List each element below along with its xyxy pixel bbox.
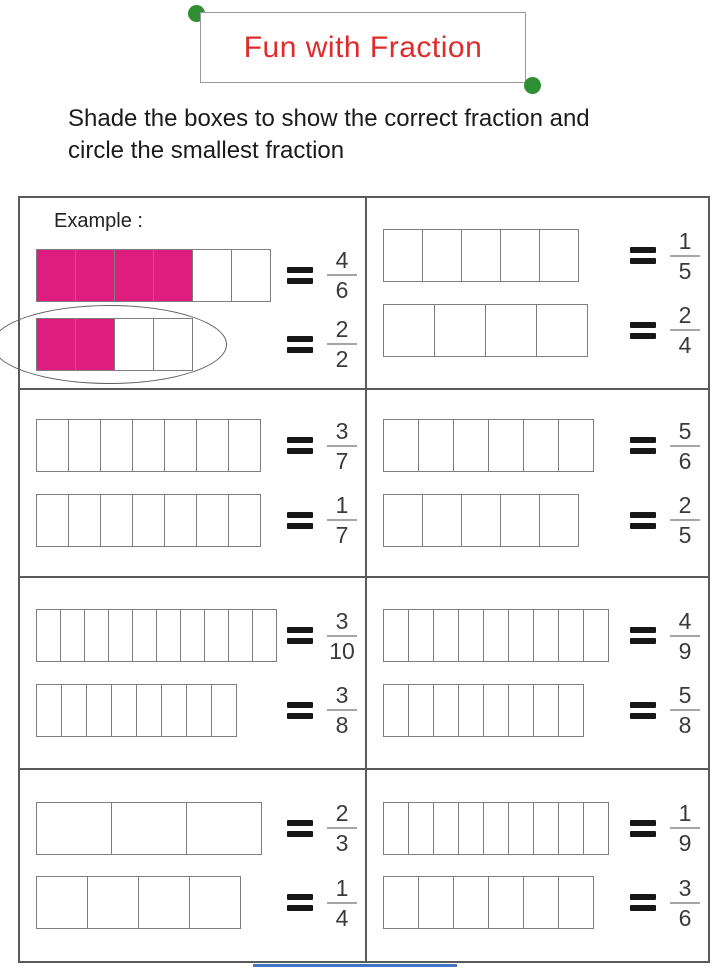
instructions-line-1: Shade the boxes to show the correct fraction and bbox=[68, 105, 590, 132]
equals-fraction-group bbox=[630, 493, 700, 547]
numerator: 2 bbox=[678, 492, 692, 518]
fraction-problem bbox=[383, 683, 700, 737]
empty-box[interactable] bbox=[558, 802, 584, 855]
fraction-line bbox=[670, 445, 700, 447]
empty-box[interactable] bbox=[68, 494, 101, 547]
fraction bbox=[327, 493, 357, 547]
equals-fraction-group bbox=[630, 229, 700, 283]
empty-box[interactable] bbox=[483, 609, 509, 662]
fraction-bar bbox=[36, 802, 262, 855]
equals-fraction-group bbox=[287, 419, 357, 473]
empty-box[interactable] bbox=[458, 802, 484, 855]
empty-box[interactable] bbox=[196, 494, 229, 547]
equals-sign bbox=[287, 702, 313, 719]
equals-fraction-group bbox=[630, 303, 700, 357]
empty-box[interactable] bbox=[100, 494, 133, 547]
equals-sign bbox=[630, 512, 656, 529]
fraction-problem bbox=[383, 609, 700, 663]
empty-box[interactable] bbox=[186, 684, 212, 737]
empty-box[interactable] bbox=[461, 229, 501, 282]
fraction-problem bbox=[383, 876, 700, 930]
empty-box[interactable] bbox=[383, 419, 419, 472]
shaded-box[interactable] bbox=[114, 249, 154, 302]
fraction-line bbox=[327, 635, 357, 637]
equals-sign bbox=[630, 894, 656, 911]
empty-box[interactable] bbox=[186, 802, 262, 855]
shaded-box[interactable] bbox=[153, 249, 193, 302]
empty-box[interactable] bbox=[533, 802, 559, 855]
problem-cell bbox=[20, 390, 367, 578]
equals-fraction-group bbox=[630, 609, 700, 663]
fraction-bar bbox=[36, 876, 241, 929]
fraction-line bbox=[327, 902, 357, 904]
empty-box[interactable] bbox=[508, 609, 534, 662]
page-title: Fun with Fraction bbox=[243, 30, 483, 64]
fraction-problem bbox=[36, 493, 357, 547]
empty-box[interactable] bbox=[36, 609, 61, 662]
empty-box[interactable] bbox=[136, 684, 162, 737]
fraction-bar bbox=[383, 229, 579, 282]
fraction-problem bbox=[383, 493, 700, 547]
equals-fraction-group bbox=[287, 683, 357, 737]
empty-box[interactable] bbox=[60, 609, 85, 662]
fraction bbox=[327, 419, 357, 473]
equals-sign bbox=[287, 894, 313, 911]
empty-box[interactable] bbox=[383, 494, 423, 547]
empty-box[interactable] bbox=[36, 802, 112, 855]
empty-box[interactable] bbox=[132, 609, 157, 662]
numerator: 5 bbox=[678, 417, 692, 444]
empty-box[interactable] bbox=[383, 876, 419, 929]
problem-cell bbox=[20, 770, 367, 961]
empty-box[interactable] bbox=[453, 876, 489, 929]
instructions bbox=[68, 103, 658, 166]
empty-box[interactable] bbox=[108, 609, 133, 662]
empty-box[interactable] bbox=[156, 609, 181, 662]
fraction bbox=[327, 248, 357, 302]
fraction-problem bbox=[36, 876, 357, 930]
empty-box[interactable] bbox=[583, 609, 609, 662]
fraction bbox=[670, 419, 700, 473]
equals-fraction-group bbox=[287, 609, 357, 663]
empty-box[interactable] bbox=[383, 304, 435, 357]
equals-sign bbox=[287, 820, 313, 837]
fraction-line bbox=[670, 709, 700, 711]
shaded-box[interactable] bbox=[36, 318, 76, 371]
fraction-problem bbox=[383, 801, 700, 855]
shaded-box[interactable] bbox=[36, 249, 76, 302]
empty-box[interactable] bbox=[84, 609, 109, 662]
fraction-line bbox=[670, 635, 700, 637]
box-strip bbox=[36, 494, 261, 547]
fraction-line bbox=[670, 255, 700, 257]
instructions-line-2: circle the smallest fraction bbox=[68, 136, 345, 164]
example-label: Example : bbox=[54, 210, 143, 232]
fraction bbox=[670, 683, 700, 737]
empty-box[interactable] bbox=[461, 494, 501, 547]
empty-box[interactable] bbox=[87, 876, 139, 929]
fraction-bar bbox=[36, 684, 237, 737]
fraction-bar bbox=[383, 304, 588, 357]
numerator: 4 bbox=[678, 607, 692, 634]
equals-fraction-group bbox=[287, 317, 357, 371]
empty-box[interactable] bbox=[100, 419, 133, 472]
fraction bbox=[670, 609, 700, 663]
empty-box[interactable] bbox=[500, 494, 540, 547]
equals-sign bbox=[287, 336, 313, 353]
numerator: 2 bbox=[335, 800, 349, 827]
denominator: 5 bbox=[678, 522, 692, 549]
fraction-bar bbox=[36, 249, 271, 302]
empty-box[interactable] bbox=[508, 802, 534, 855]
empty-box[interactable] bbox=[558, 419, 594, 472]
fraction-line bbox=[670, 519, 700, 521]
empty-box[interactable] bbox=[252, 609, 277, 662]
denominator: 6 bbox=[678, 447, 692, 474]
empty-box[interactable] bbox=[523, 419, 559, 472]
bottom-blue-line bbox=[253, 964, 457, 967]
numerator: 4 bbox=[335, 247, 349, 273]
numerator: 2 bbox=[335, 316, 349, 343]
box-strip bbox=[36, 684, 237, 737]
empty-box[interactable] bbox=[86, 684, 112, 737]
equals-sign bbox=[630, 702, 656, 719]
denominator: 6 bbox=[678, 904, 692, 931]
empty-box[interactable] bbox=[164, 419, 197, 472]
equals-sign bbox=[287, 437, 313, 454]
empty-box[interactable] bbox=[164, 494, 197, 547]
fraction-line bbox=[670, 902, 700, 904]
empty-box[interactable] bbox=[458, 609, 484, 662]
fraction bbox=[670, 876, 700, 930]
denominator: 3 bbox=[335, 830, 349, 857]
numerator: 1 bbox=[335, 874, 349, 901]
empty-box[interactable] bbox=[583, 802, 609, 855]
green-handle-dot-bottom-right-icon bbox=[524, 77, 541, 94]
empty-box[interactable] bbox=[132, 419, 165, 472]
fraction-line bbox=[327, 445, 357, 447]
fraction-bar bbox=[36, 419, 261, 472]
empty-box[interactable] bbox=[539, 494, 579, 547]
fraction-problem bbox=[36, 683, 357, 737]
fraction-line bbox=[327, 343, 357, 345]
empty-box[interactable] bbox=[153, 318, 193, 371]
fraction-bar bbox=[36, 318, 193, 371]
empty-box[interactable] bbox=[180, 609, 205, 662]
equals-sign bbox=[287, 267, 313, 284]
empty-box[interactable] bbox=[418, 419, 454, 472]
empty-box[interactable] bbox=[488, 876, 524, 929]
box-strip bbox=[383, 419, 594, 472]
denominator: 9 bbox=[678, 637, 692, 664]
denominator: 6 bbox=[335, 277, 349, 304]
fraction bbox=[327, 317, 357, 371]
empty-box[interactable] bbox=[533, 684, 559, 737]
problem-cell bbox=[367, 390, 708, 578]
fraction bbox=[327, 609, 357, 663]
equals-sign bbox=[287, 627, 313, 644]
empty-box[interactable] bbox=[114, 318, 154, 371]
fraction-line bbox=[327, 709, 357, 711]
denominator: 2 bbox=[335, 346, 349, 373]
empty-box[interactable] bbox=[196, 419, 229, 472]
empty-box[interactable] bbox=[132, 494, 165, 547]
empty-box[interactable] bbox=[408, 802, 434, 855]
numerator: 2 bbox=[678, 302, 692, 328]
numerator: 3 bbox=[678, 874, 692, 901]
empty-box[interactable] bbox=[433, 684, 459, 737]
empty-box[interactable] bbox=[433, 802, 459, 855]
fraction-bar bbox=[383, 876, 594, 929]
fraction-bar bbox=[383, 802, 609, 855]
equals-fraction-group bbox=[287, 248, 357, 302]
empty-box[interactable] bbox=[500, 229, 540, 282]
fraction-line bbox=[327, 274, 357, 276]
empty-box[interactable] bbox=[211, 684, 237, 737]
fraction-problem bbox=[36, 248, 357, 302]
empty-box[interactable] bbox=[138, 876, 190, 929]
box-strip bbox=[383, 802, 609, 855]
denominator: 8 bbox=[678, 712, 692, 739]
fraction bbox=[327, 801, 357, 855]
empty-box[interactable] bbox=[508, 684, 534, 737]
box-strip bbox=[383, 609, 609, 662]
fraction-problem bbox=[36, 419, 357, 473]
empty-box[interactable] bbox=[558, 684, 584, 737]
denominator: 9 bbox=[678, 830, 692, 857]
empty-box[interactable] bbox=[485, 304, 537, 357]
empty-box[interactable] bbox=[408, 684, 434, 737]
fraction bbox=[670, 801, 700, 855]
denominator: 7 bbox=[335, 522, 349, 549]
denominator: 4 bbox=[678, 332, 692, 359]
numerator: 3 bbox=[335, 682, 349, 708]
box-strip bbox=[383, 684, 584, 737]
worksheet-grid bbox=[18, 196, 710, 963]
equals-sign bbox=[630, 247, 656, 264]
empty-box[interactable] bbox=[488, 419, 524, 472]
equals-fraction-group bbox=[630, 419, 700, 473]
box-strip bbox=[383, 876, 594, 929]
empty-box[interactable] bbox=[383, 609, 409, 662]
empty-box[interactable] bbox=[36, 876, 88, 929]
empty-box[interactable] bbox=[161, 684, 187, 737]
empty-box[interactable] bbox=[231, 249, 271, 302]
fraction-line bbox=[327, 827, 357, 829]
empty-box[interactable] bbox=[558, 876, 594, 929]
empty-box[interactable] bbox=[383, 684, 409, 737]
fraction-line bbox=[670, 827, 700, 829]
equals-sign bbox=[287, 512, 313, 529]
fraction-line bbox=[327, 519, 357, 521]
fraction bbox=[327, 683, 357, 737]
denominator: 10 bbox=[329, 637, 355, 664]
empty-box[interactable] bbox=[453, 419, 489, 472]
empty-box[interactable] bbox=[536, 304, 588, 357]
equals-fraction-group bbox=[630, 801, 700, 855]
box-strip bbox=[36, 419, 261, 472]
equals-fraction-group bbox=[287, 801, 357, 855]
equals-fraction-group bbox=[630, 683, 700, 737]
empty-box[interactable] bbox=[408, 609, 434, 662]
empty-box[interactable] bbox=[189, 876, 241, 929]
empty-box[interactable] bbox=[418, 876, 454, 929]
box-strip bbox=[383, 304, 588, 357]
empty-box[interactable] bbox=[434, 304, 486, 357]
box-strip bbox=[36, 876, 241, 929]
empty-box[interactable] bbox=[192, 249, 232, 302]
empty-box[interactable] bbox=[422, 229, 462, 282]
fraction-bar bbox=[383, 684, 584, 737]
fraction-problem bbox=[36, 317, 357, 371]
title-box bbox=[200, 12, 526, 83]
numerator: 5 bbox=[678, 682, 692, 708]
fraction-problem bbox=[383, 419, 700, 473]
equals-fraction-group bbox=[630, 876, 700, 930]
fraction-problem bbox=[36, 609, 357, 663]
denominator: 4 bbox=[335, 904, 349, 931]
fraction bbox=[670, 229, 700, 283]
fraction bbox=[670, 303, 700, 357]
empty-box[interactable] bbox=[68, 419, 101, 472]
equals-sign bbox=[630, 627, 656, 644]
box-strip bbox=[36, 802, 262, 855]
empty-box[interactable] bbox=[523, 876, 559, 929]
fraction-line bbox=[670, 329, 700, 331]
empty-box[interactable] bbox=[483, 802, 509, 855]
empty-box[interactable] bbox=[61, 684, 87, 737]
equals-sign bbox=[630, 437, 656, 454]
numerator: 3 bbox=[335, 417, 349, 444]
equals-fraction-group bbox=[287, 493, 357, 547]
denominator: 8 bbox=[335, 712, 349, 739]
numerator: 1 bbox=[335, 492, 349, 518]
box-strip bbox=[36, 318, 193, 371]
empty-box[interactable] bbox=[422, 494, 462, 547]
fraction-problem bbox=[383, 229, 700, 283]
fraction-bar bbox=[383, 609, 609, 662]
empty-box[interactable] bbox=[458, 684, 484, 737]
fraction bbox=[670, 493, 700, 547]
fraction-bar bbox=[36, 494, 261, 547]
problem-cell bbox=[367, 198, 708, 390]
denominator: 5 bbox=[678, 257, 692, 284]
empty-box[interactable] bbox=[433, 609, 459, 662]
equals-sign bbox=[630, 820, 656, 837]
empty-box[interactable] bbox=[383, 229, 423, 282]
empty-box[interactable] bbox=[228, 494, 261, 547]
denominator: 7 bbox=[335, 447, 349, 474]
equals-fraction-group bbox=[287, 876, 357, 930]
box-strip bbox=[36, 609, 277, 662]
empty-box[interactable] bbox=[36, 494, 69, 547]
numerator: 1 bbox=[678, 800, 692, 827]
shaded-box[interactable] bbox=[75, 249, 115, 302]
fraction-bar bbox=[383, 494, 579, 547]
empty-box[interactable] bbox=[36, 419, 69, 472]
empty-box[interactable] bbox=[383, 802, 409, 855]
box-strip bbox=[383, 494, 579, 547]
empty-box[interactable] bbox=[228, 609, 253, 662]
example-cell bbox=[20, 198, 367, 390]
fraction-bar bbox=[36, 609, 277, 662]
problem-cell bbox=[367, 578, 708, 770]
box-strip bbox=[36, 249, 271, 302]
equals-sign bbox=[630, 322, 656, 339]
numerator: 1 bbox=[678, 227, 692, 254]
empty-box[interactable] bbox=[228, 419, 261, 472]
numerator: 3 bbox=[335, 607, 349, 634]
fraction-problem bbox=[383, 303, 700, 357]
fraction bbox=[327, 876, 357, 930]
empty-box[interactable] bbox=[111, 802, 187, 855]
problem-cell bbox=[20, 578, 367, 770]
empty-box[interactable] bbox=[111, 684, 137, 737]
empty-box[interactable] bbox=[36, 684, 62, 737]
empty-box[interactable] bbox=[558, 609, 584, 662]
empty-box[interactable] bbox=[533, 609, 559, 662]
fraction-problem bbox=[36, 801, 357, 855]
box-strip bbox=[383, 229, 579, 282]
shaded-box[interactable] bbox=[75, 318, 115, 371]
empty-box[interactable] bbox=[539, 229, 579, 282]
empty-box[interactable] bbox=[204, 609, 229, 662]
problem-cell bbox=[367, 770, 708, 961]
fraction-bar bbox=[383, 419, 594, 472]
empty-box[interactable] bbox=[483, 684, 509, 737]
